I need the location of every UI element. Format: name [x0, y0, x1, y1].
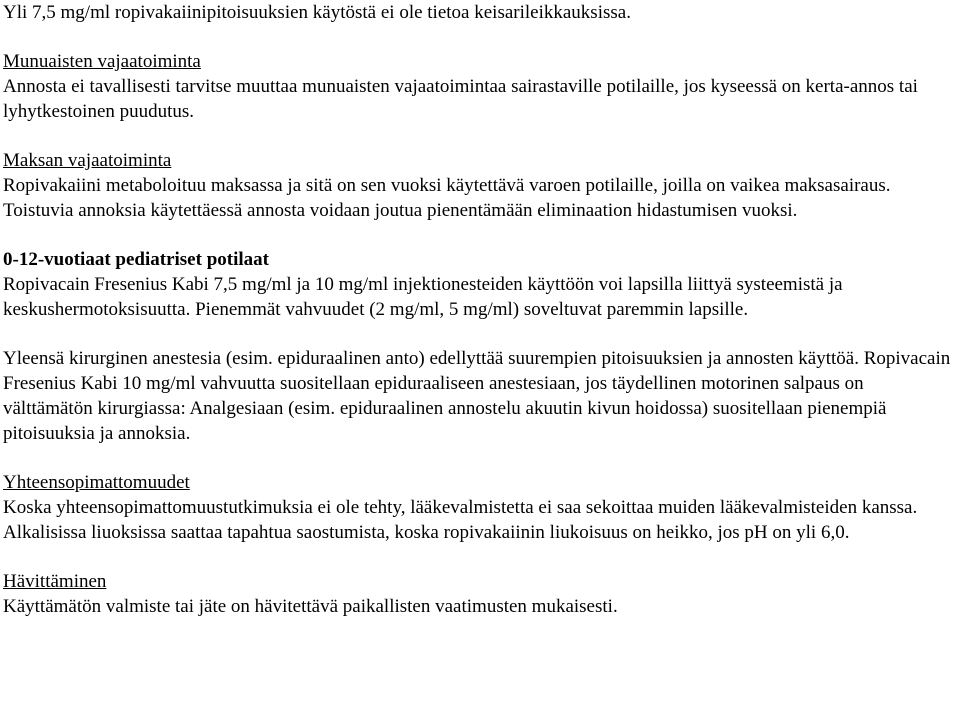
- disposal-body: Käyttämätön valmiste tai jäte on hävitettävä paikallisten vaatimusten mukaisesti.: [3, 596, 618, 617]
- renal-section: [3, 49, 957, 124]
- spacer: [3, 545, 957, 569]
- general-paragraph: Yleensä kirurginen anestesia (esim. epiduraalinen anto) edellyttää suurempien pitoisuuksien ja annosten käyttöä. Ropivacain Fresenius Kabi 10 mg/ml vahvuutta suositellaan epiduraaliseen anestesiaan, jos täydellinen motorinen salpaus on välttämätön kirurgiassa: Analgesiaan (esim. epiduraalinen annostelu akuutin kivun hoidossa) suositellaan pienempiä pitoisuuksia ja annoksia.: [3, 348, 951, 444]
- spacer: [3, 25, 957, 49]
- disposal-heading: Hävittäminen: [3, 571, 107, 592]
- spacer: [3, 322, 957, 346]
- hepatic-body: Ropivakaiini metaboloituu maksassa ja sitä on sen vuoksi käytettävä varoen potilaille, joilla on vaikea maksasairaus. Toistuvia annoksia käytettäessä annosta voidaan joutua pienentämään eliminaation hidastumisen vuoksi.: [3, 175, 891, 221]
- pediatric-body: Ropivacain Fresenius Kabi 7,5 mg/ml ja 10 mg/ml injektionesteiden käyttöön voi lapsilla liittyä systeemistä ja keskushermotoksisuutta. Pienemmät vahvuudet (2 mg/ml, 5 mg/ml) soveltuvat paremmin lapsille.: [3, 274, 843, 320]
- spacer: [3, 124, 957, 148]
- incompatibility-body-2: Alkalisissa liuoksissa saattaa tapahtua saostumista, koska ropivakaiinin liukoisuus on heikko, jos pH on yli 6,0.: [3, 522, 850, 543]
- hepatic-section: [3, 148, 957, 223]
- renal-heading: Munuaisten vajaatoiminta: [3, 51, 201, 72]
- spacer: [3, 446, 957, 470]
- renal-body: Annosta ei tavallisesti tarvitse muuttaa munuaisten vajaatoimintaa sairastaville potilaille, jos kyseessä on kerta-annos tai lyhytkestoinen puudutus.: [3, 76, 918, 122]
- spacer: [3, 223, 957, 247]
- incompatibility-body-1: Koska yhteensopimattomuustutkimuksia ei ole tehty, lääkevalmistetta ei saa sekoittaa muiden lääkevalmisteiden kanssa.: [3, 497, 918, 518]
- intro-paragraph: Yli 7,5 mg/ml ropivakaiinipitoisuuksien käytöstä ei ole tietoa keisarileikkauksissa.: [3, 2, 631, 23]
- incompatibility-section: [3, 470, 957, 545]
- pediatric-heading: 0-12-vuotiaat pediatriset potilaat: [3, 249, 269, 270]
- hepatic-heading: Maksan vajaatoiminta: [3, 150, 172, 171]
- pediatric-section: [3, 247, 957, 322]
- incompatibility-heading: Yhteensopimattomuudet: [3, 472, 190, 493]
- disposal-section: [3, 569, 957, 619]
- document-page: [3, 0, 957, 619]
